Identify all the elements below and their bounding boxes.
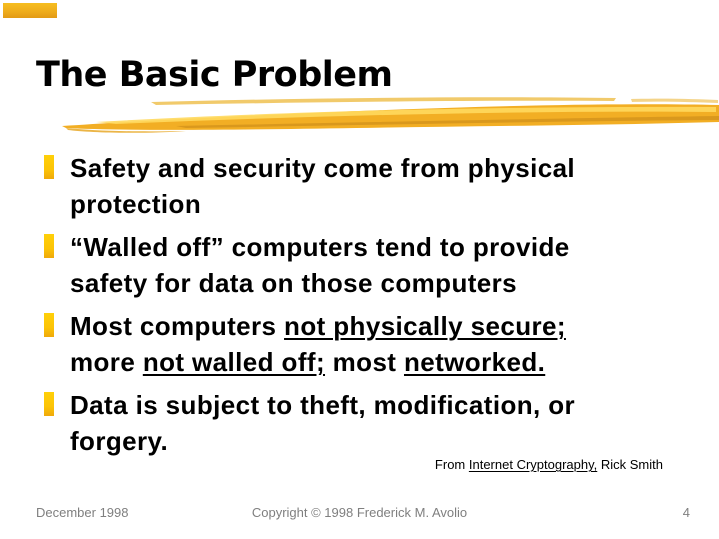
- footer-date: December 1998: [36, 505, 129, 520]
- text-run: more: [70, 347, 143, 377]
- list-item: [38, 229, 658, 301]
- text-run: safety for data on those computers: [70, 268, 518, 298]
- bullet-text: [70, 229, 570, 301]
- text-run: Data is subject to theft, modification, or: [70, 390, 576, 420]
- underlined-text: networked.: [403, 347, 546, 377]
- footer-copyright: Copyright © 1998 Frederick M. Avolio: [251, 505, 468, 520]
- text-run: “Walled off” computers tend to provide: [70, 232, 570, 262]
- list-item: [38, 387, 658, 459]
- page-title: The Basic Problem: [36, 55, 393, 95]
- text-run: most: [325, 347, 404, 377]
- bullet-text: [70, 308, 566, 380]
- gold-brushstroke-icon: [56, 95, 719, 137]
- attribution: [435, 457, 663, 472]
- text-run: forgery.: [70, 426, 169, 456]
- bullet-text: [70, 150, 575, 222]
- list-item: [38, 308, 658, 380]
- bullet-text: [70, 387, 575, 459]
- bullet-list: [38, 150, 658, 466]
- bullet-marker-icon: [44, 155, 54, 179]
- footer-page-number: 4: [682, 505, 690, 520]
- text-run: Rick Smith: [597, 457, 663, 472]
- footer: [0, 505, 719, 523]
- text-run: Safety and security come from physical: [70, 153, 576, 183]
- text-run: protection: [70, 189, 202, 219]
- underlined-text: Internet Cryptography,: [468, 457, 598, 472]
- list-item: [38, 150, 658, 222]
- bullet-marker-icon: [44, 234, 54, 258]
- text-run: From: [434, 457, 469, 472]
- bullet-marker-icon: [44, 313, 54, 337]
- gold-corner-block: [3, 3, 57, 18]
- underlined-text: not walled off;: [142, 347, 326, 377]
- text-run: Most computers: [70, 311, 285, 341]
- underlined-text: not physically secure;: [284, 311, 566, 341]
- bullet-marker-icon: [44, 392, 54, 416]
